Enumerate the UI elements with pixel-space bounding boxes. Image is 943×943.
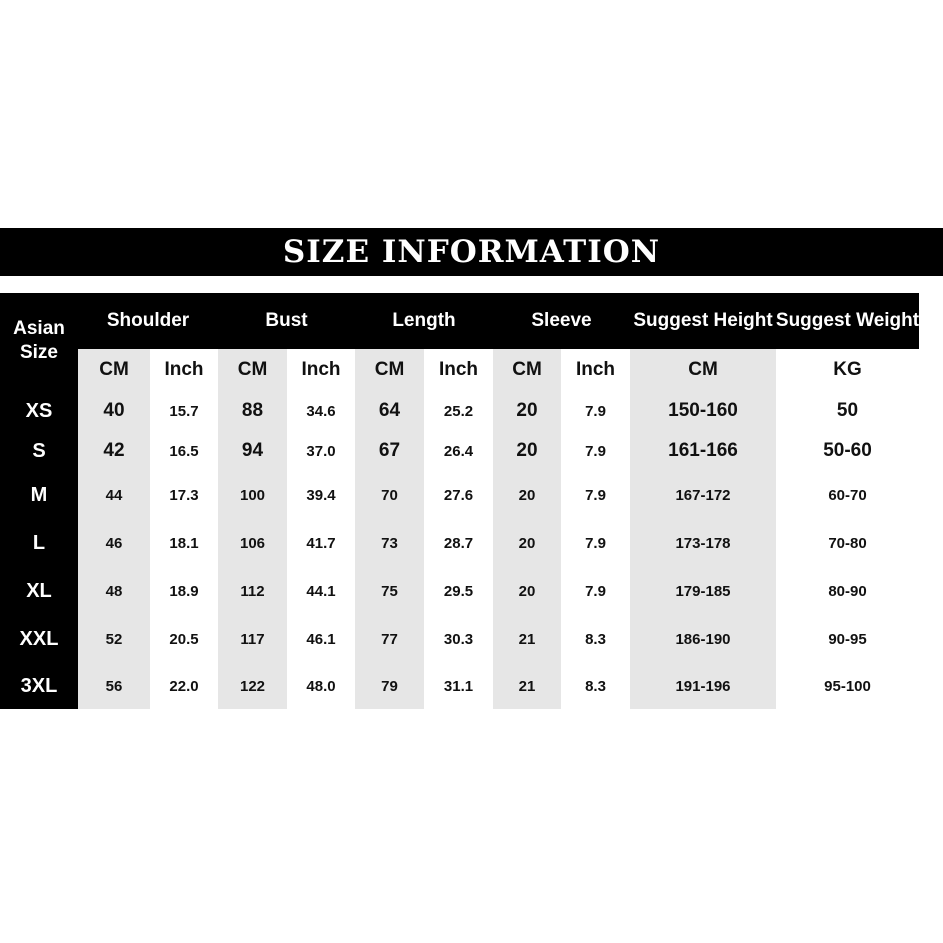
size-header-line1: Asian — [13, 318, 65, 339]
table-cell: 29.5 — [443, 582, 474, 600]
unit-header-7: CM — [512, 359, 542, 380]
table-cell: 191-196 — [675, 677, 731, 695]
table-cell: 44 — [105, 486, 123, 504]
table-cell: 18.1 — [169, 534, 199, 552]
size-label: XL — [26, 579, 52, 602]
unit-header-5: CM — [374, 359, 405, 380]
table-cell: 95-100 — [824, 677, 871, 695]
group-header-1: Bust — [265, 310, 308, 331]
size-label: 3XL — [20, 674, 58, 697]
unit-header-3: CM — [237, 359, 268, 380]
table-cell: 7.9 — [585, 402, 606, 420]
table-cell: 31.1 — [443, 677, 474, 695]
table-cell: 7.9 — [585, 534, 606, 552]
table-cell: 25.2 — [443, 402, 474, 420]
table-cell: 27.6 — [443, 486, 474, 504]
table-cell: 70 — [381, 486, 398, 504]
table-cell: 20 — [518, 486, 536, 504]
table-cell: 21 — [518, 630, 536, 648]
table-cell: 46.1 — [306, 630, 336, 648]
table-cell: 52 — [105, 630, 123, 648]
table-cell: 15.7 — [169, 402, 199, 420]
size-label: S — [32, 439, 46, 462]
table-cell: 20 — [518, 582, 536, 600]
table-cell: 18.9 — [169, 582, 199, 600]
table-cell: 44.1 — [306, 582, 336, 600]
table-cell: 106 — [239, 534, 266, 552]
page-title: SIZE INFORMATION — [282, 234, 661, 270]
table-cell: 77 — [381, 630, 398, 648]
unit-header-6: Inch — [438, 359, 479, 380]
unit-header-2: Inch — [164, 359, 204, 380]
table-cell: 56 — [105, 677, 123, 695]
size-label: XXL — [19, 627, 59, 650]
unit-header-1: CM — [99, 359, 129, 380]
table-cell: 90-95 — [828, 630, 867, 648]
table-cell: 20 — [516, 440, 538, 461]
table-cell: 179-185 — [675, 582, 731, 600]
table-cell: 100 — [239, 486, 266, 504]
table-cell: 39.4 — [306, 486, 336, 504]
table-cell: 22.0 — [169, 677, 199, 695]
table-cell: 42 — [103, 440, 125, 461]
table-cell: 150-160 — [668, 400, 738, 421]
size-chart-table — [0, 293, 943, 709]
table-cell: 26.4 — [443, 442, 474, 460]
table-cell: 79 — [381, 677, 398, 695]
table-cell: 20 — [516, 400, 538, 421]
table-cell: 186-190 — [675, 630, 731, 648]
table-cell: 37.0 — [306, 442, 336, 460]
size-label: M — [30, 483, 48, 506]
table-cell: 8.3 — [585, 630, 606, 648]
group-header-0: Shoulder — [106, 310, 190, 331]
table-cell: 7.9 — [585, 442, 606, 460]
table-cell: 48 — [105, 582, 123, 600]
unit-header-10: KG — [833, 359, 862, 380]
table-cell: 122 — [239, 677, 266, 695]
table-cell: 173-178 — [675, 534, 731, 552]
table-cell: 40 — [103, 400, 125, 421]
unit-header-8: Inch — [575, 359, 616, 380]
table-cell: 8.3 — [585, 677, 606, 695]
table-cell: 64 — [378, 400, 401, 421]
table-cell: 7.9 — [585, 582, 606, 600]
table-cell: 7.9 — [585, 486, 606, 504]
group-header-5: Suggest Weight — [775, 310, 920, 331]
table-cell: 75 — [381, 582, 398, 600]
table-cell: 41.7 — [306, 534, 336, 552]
table-cell: 50-60 — [823, 440, 872, 461]
table-cell: 20 — [518, 534, 536, 552]
table-cell: 48.0 — [306, 677, 336, 695]
table-cell: 34.6 — [306, 402, 336, 420]
size-header-line2: Size — [19, 342, 59, 363]
table-cell: 28.7 — [443, 534, 474, 552]
table-cell: 50 — [836, 400, 859, 421]
table-cell: 60-70 — [828, 486, 867, 504]
unit-header-9: CM — [688, 359, 718, 380]
table-cell: 70-80 — [828, 534, 867, 552]
table-cell: 117 — [240, 630, 265, 648]
table-cell: 112 — [240, 582, 265, 600]
group-header-2: Length — [392, 310, 456, 331]
group-header-4: Suggest Height — [633, 310, 773, 331]
table-cell: 167-172 — [675, 486, 731, 504]
table-cell: 94 — [241, 440, 264, 461]
table-cell: 21 — [518, 677, 536, 695]
table-cell: 16.5 — [169, 442, 199, 460]
group-header-3: Sleeve — [531, 310, 592, 331]
table-cell: 161-166 — [668, 440, 738, 461]
table-cell: 88 — [241, 400, 264, 421]
table-cell: 67 — [378, 440, 401, 461]
unit-header-4: Inch — [301, 359, 341, 380]
table-cell: 30.3 — [443, 630, 474, 648]
size-information-banner — [0, 228, 943, 276]
table-cell: 17.3 — [169, 486, 199, 504]
size-label: L — [32, 531, 46, 554]
table-cell: 46 — [105, 534, 123, 552]
size-label: XS — [25, 399, 53, 422]
table-cell: 80-90 — [828, 582, 867, 600]
table-cell: 73 — [381, 534, 398, 552]
table-cell: 20.5 — [169, 630, 199, 648]
